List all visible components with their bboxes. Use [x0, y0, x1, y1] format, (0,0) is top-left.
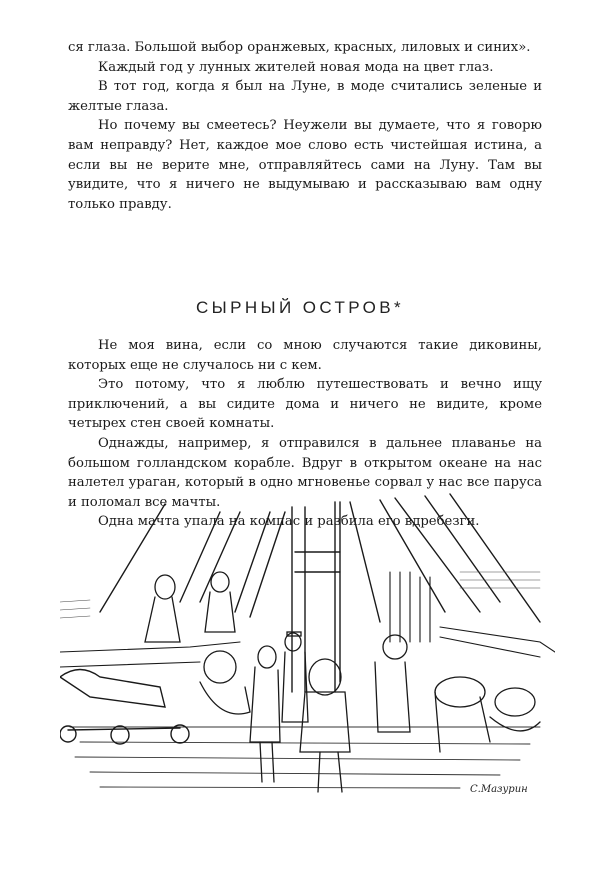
paragraph: Но почему вы смеетесь? Неужели вы думаете, что я говорю вам неправду? Нет, каждое мое слово есть чистейшая истина, а если вы не верите мне, отправляйтесь сами на Луну. Там вы увидите, что я ничего не выдумываю и рассказываю вам одну только правду.: [68, 118, 542, 212]
paragraph: Не моя вина, если со мною случаются такие диковины, которых еще не случалось ни с кем.: [68, 338, 542, 373]
paragraph: В тот год, когда я был на Луне, в моде считались зеленые и желтые глаза.: [68, 79, 542, 114]
paragraph: Это потому, что я люблю путешествовать и вечно ищу приключений, а вы сидите дома и ничего не видите, кроме четырех стен своей комнаты.: [68, 377, 542, 432]
illustration-signature: С.Мазурин: [470, 784, 528, 795]
paragraph: ся глаза. Большой выбор оранжевых, красных, лиловых и синих».: [68, 40, 531, 55]
paragraph: Каждый год у лунных жителей новая мода на цвет глаз.: [98, 59, 494, 75]
ship-deck-illustration: [60, 492, 555, 802]
paragraph: Одна мачта упала на компас и разбила его вдребезги.: [98, 514, 480, 530]
chapter-title: СЫРНЫЙ ОСТРОВ*: [196, 298, 404, 317]
paragraph: Однажды, например, я отправился в дальнее плаванье на большом голландском корабле. Вдруг в открытом океане на нас налетел ураган, который в одно мгновенье сорвал у нас все паруса и поломал все мачты.: [68, 435, 542, 510]
top-text-block: [68, 38, 542, 214]
